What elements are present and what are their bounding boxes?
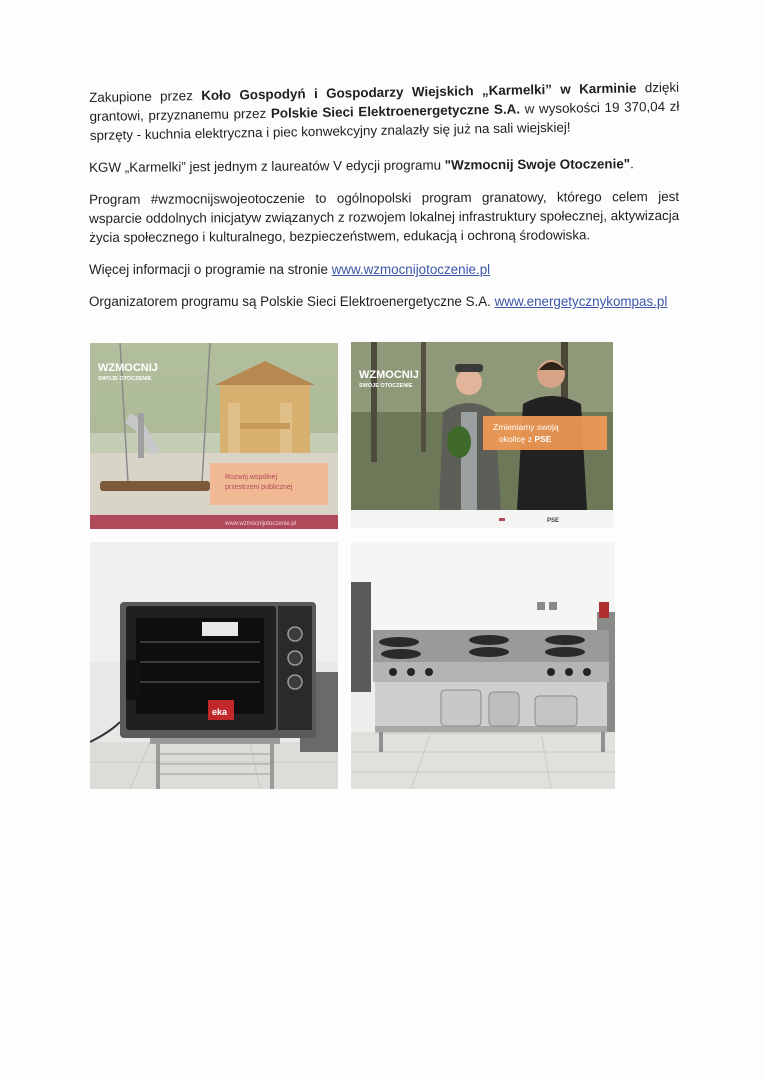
announcement-text bbox=[89, 79, 680, 324]
oven-brand-logo: eka bbox=[212, 707, 228, 717]
electric-stove-photo bbox=[351, 542, 615, 789]
text-span: . bbox=[630, 156, 634, 172]
paragraph-organizer bbox=[89, 292, 679, 311]
text-span: dzięki grantowi, przyznanemu przez bbox=[89, 79, 680, 124]
sponsor-name: Polskie Sieci Elektroenergetyczne S.A. bbox=[270, 101, 521, 121]
text-span: w wysokości 19 370,04 zł sprzęty - kuchnia elektryczna i piec konwekcyjny znalazły się już na sali wiejskiej! bbox=[89, 98, 680, 143]
text-span: Więcej informacji o programie na stronie bbox=[89, 262, 332, 277]
association-name: Koło Gospodyń i Gospodarzy Wiejskich „Karmelki” w Karminie bbox=[201, 80, 637, 104]
poster-banner-line1: Zmieniamy swoją bbox=[493, 422, 559, 432]
poster-footer-url: www.wzmocnijotoczenie.pl bbox=[225, 521, 297, 527]
paragraph-more-info bbox=[89, 260, 679, 279]
poster-logo-line2: SWOJE OTOCZENIE bbox=[98, 376, 152, 382]
people-poster-image bbox=[351, 342, 613, 528]
organizer-website-link[interactable]: www.energetycznykompas.pl bbox=[494, 294, 668, 309]
text-span: Zakupione przez bbox=[89, 88, 202, 105]
playground-poster-image bbox=[90, 343, 338, 529]
program-name: "Wzmocnij Swoje Otoczenie" bbox=[444, 156, 631, 173]
poster-banner-text: okolicę z PSE bbox=[499, 434, 552, 444]
text-span: KGW „Karmelki” jest jednym z laureatów V edycji programu bbox=[89, 157, 445, 175]
convection-oven-photo bbox=[90, 542, 338, 789]
paragraph-purchase bbox=[89, 78, 680, 145]
poster-banner-line1: Rozwój wspólnej bbox=[225, 474, 278, 481]
poster-logo-line1: WZMOCNIJ bbox=[98, 362, 158, 374]
program-website-link[interactable]: www.wzmocnijotoczenie.pl bbox=[331, 262, 491, 277]
poster-logo-line1: WZMOCNIJ bbox=[359, 369, 419, 381]
paragraph-program-description: Program #wzmocnijswojeotoczenie to ogólnopolski program granatowy, którego celem jest wsparcie oddolnych inicjatyw związanych z rozwojem lokalnej infrastruktury społecznej, aktywizacja życia społecznego i kulturalnego, bezpieczeństwem, edukacją i ochroną środowiska. bbox=[89, 188, 680, 245]
paragraph-laureate bbox=[89, 154, 679, 177]
poster-banner-line2: przestrzeni publicznej bbox=[225, 484, 293, 491]
poster-logo-line2: SWOJE OTOCZENIE bbox=[359, 383, 413, 389]
text-span: Organizatorem programu są Polskie Sieci Elektroenergetyczne S.A. bbox=[89, 294, 495, 309]
pse-logo: PSE bbox=[547, 518, 560, 524]
